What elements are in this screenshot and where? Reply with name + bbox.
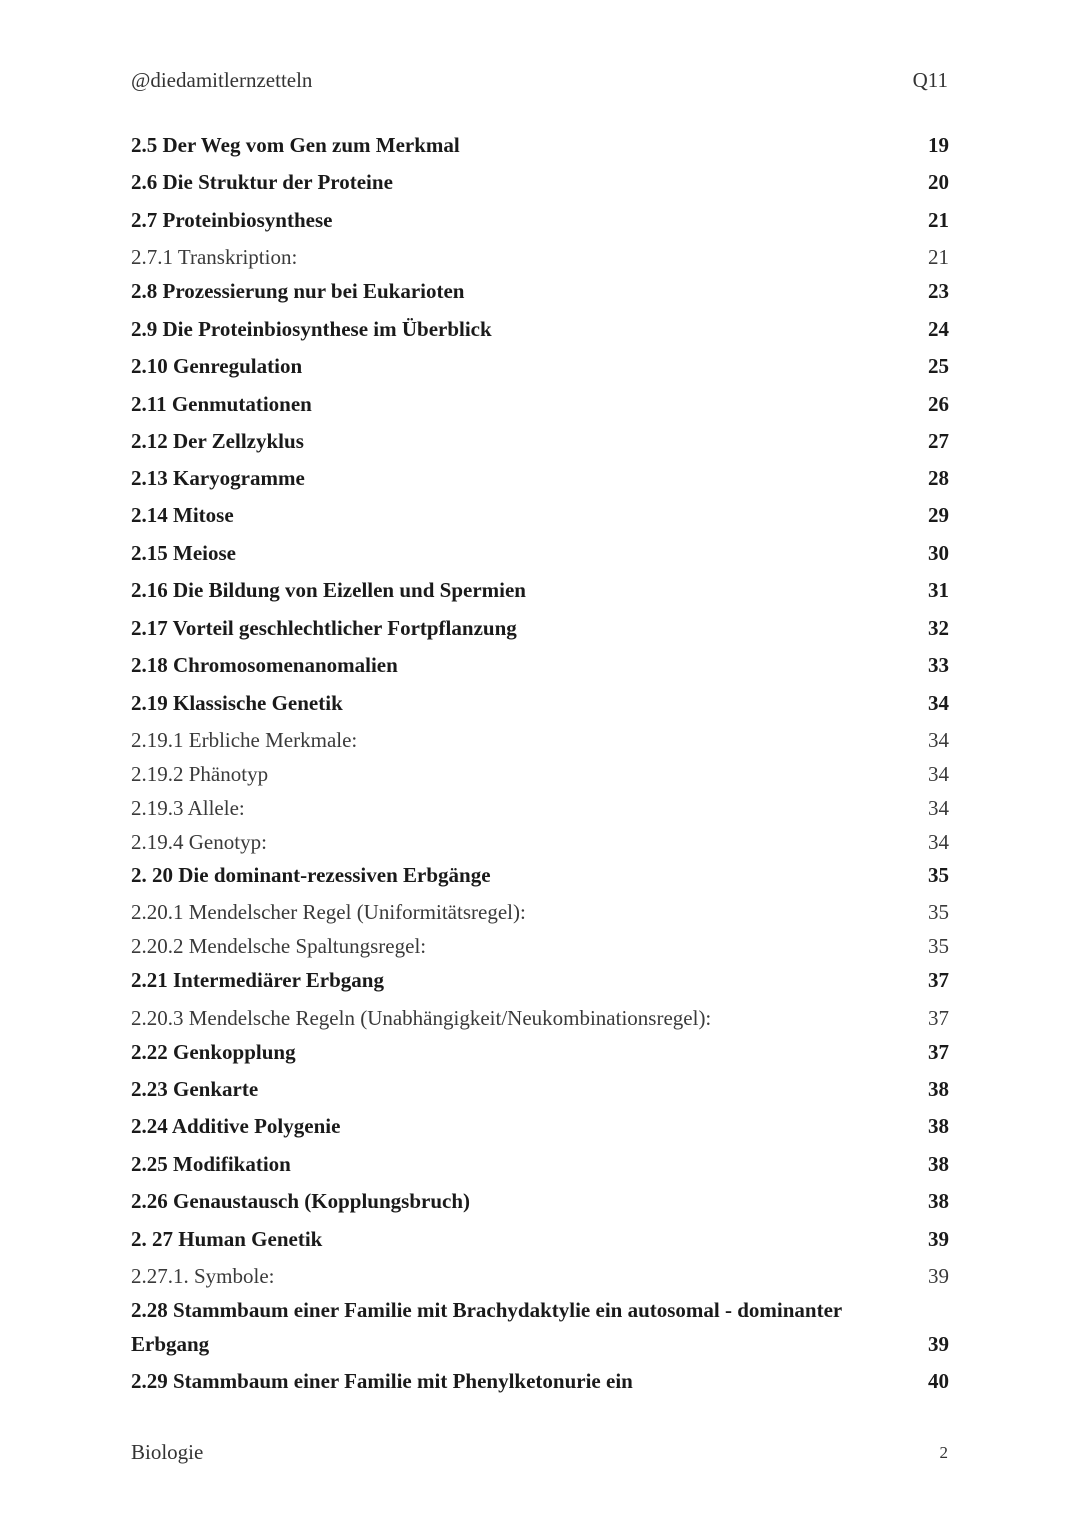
toc-entry-title: 2.26 Genaustausch (Kopplungsbruch)	[131, 1189, 471, 1213]
toc-entry	[131, 830, 949, 860]
footer-subject: Biologie	[131, 1440, 204, 1464]
toc-entry	[131, 503, 949, 533]
toc-entry	[131, 1152, 949, 1182]
toc-entry-page: 37	[928, 1006, 949, 1030]
toc-entry	[131, 245, 949, 275]
toc-entry-page: 37	[928, 1040, 949, 1064]
toc-entry-title: 2.9 Die Proteinbiosynthese im Überblick	[131, 317, 492, 341]
toc-entry	[131, 429, 949, 459]
toc-entry-page: 28	[928, 466, 949, 490]
toc-entry-page: 35	[928, 900, 949, 924]
toc-entry	[131, 762, 949, 792]
toc-entry	[131, 279, 949, 309]
toc-entry	[131, 578, 949, 608]
toc-entry-title: 2.20.3 Mendelsche Regeln (Unabhängigkeit/Neukombinationsregel):	[131, 1006, 712, 1030]
toc-entry-title: 2.11 Genmutationen	[131, 392, 312, 416]
toc-entry-title: 2.19.4 Genotyp:	[131, 830, 267, 854]
toc-entry-page: 38	[928, 1189, 949, 1213]
toc-entry	[131, 392, 949, 422]
toc-entry	[131, 900, 949, 930]
toc-entry	[131, 354, 949, 384]
toc-entry-page: 19	[928, 133, 949, 157]
toc-entry-title: 2.20.1 Mendelscher Regel (Uniformitätsregel):	[131, 900, 526, 924]
toc-entry-page: 26	[928, 392, 949, 416]
toc-entry-page: 32	[928, 616, 949, 640]
toc-entry-title: 2.19 Klassische Genetik	[131, 691, 343, 715]
toc-entry-title: 2.10 Genregulation	[131, 354, 303, 378]
toc-entry	[131, 1369, 949, 1399]
toc-entry	[131, 1006, 949, 1036]
toc-entry	[131, 616, 949, 646]
toc-entry	[131, 968, 949, 998]
toc-entry-page: 34	[928, 830, 949, 854]
toc-entry-page: 40	[928, 1369, 949, 1393]
toc-entry-page: 33	[928, 653, 949, 677]
toc-entry-page: 35	[928, 863, 949, 887]
toc-entry	[131, 1040, 949, 1070]
toc-entry-title: 2.17 Vorteil geschlechtlicher Fortpflanzung	[131, 616, 517, 640]
toc-entry	[131, 728, 949, 758]
toc-entry-title: 2.24 Additive Polygenie	[131, 1114, 341, 1138]
toc-entry-page: 21	[928, 208, 949, 232]
toc-entry	[131, 1189, 949, 1219]
toc-entry-page: 34	[928, 691, 949, 715]
toc-entry-title: 2.7.1 Transkription:	[131, 245, 298, 269]
toc-entry-title: 2.13 Karyogramme	[131, 466, 305, 490]
toc-entry	[131, 863, 949, 893]
toc-entry	[131, 796, 949, 826]
toc-entry-title: 2.18 Chromosomenanomalien	[131, 653, 398, 677]
toc-entry-title: 2.19.3 Allele:	[131, 796, 245, 820]
toc-entry-title: 2.19.2 Phänotyp	[131, 762, 269, 786]
toc-entry-title: 2.22 Genkopplung	[131, 1040, 296, 1064]
toc-entry-title: 2.14 Mitose	[131, 503, 234, 527]
toc-entry	[131, 133, 949, 163]
toc-entry	[131, 1264, 949, 1294]
toc-entry-page: 37	[928, 968, 949, 992]
toc-entry-page: 38	[928, 1077, 949, 1101]
toc-entry-page: 29	[928, 503, 949, 527]
toc-entry-title: 2.6 Die Struktur der Proteine	[131, 170, 393, 194]
toc-entry	[131, 170, 949, 200]
toc-entry-page: 34	[928, 796, 949, 820]
toc-entry-title: 2.19.1 Erbliche Merkmale:	[131, 728, 358, 752]
toc-entry-page: 27	[928, 429, 949, 453]
toc-entry-page: 39	[928, 1332, 949, 1356]
toc-entry-title: 2.5 Der Weg vom Gen zum Merkmal	[131, 133, 460, 157]
toc-entry-title: 2.8 Prozessierung nur bei Eukarioten	[131, 279, 465, 303]
toc-entry-title: 2.21 Intermediärer Erbgang	[131, 968, 384, 992]
toc-entry-page: 34	[928, 728, 949, 752]
toc-entry	[131, 466, 949, 496]
toc-entry	[131, 541, 949, 571]
toc-entry-page: 21	[928, 245, 949, 269]
toc-entry-page: 31	[928, 578, 949, 602]
toc-entry-title-continued: Erbgang	[131, 1332, 210, 1356]
toc-entry-page: 25	[928, 354, 949, 378]
toc-entry-page: 30	[928, 541, 949, 565]
toc-entry	[131, 1114, 949, 1144]
toc-entry-page: 38	[928, 1114, 949, 1138]
toc-entry	[131, 934, 949, 964]
toc-entry-title: 2.25 Modifikation	[131, 1152, 291, 1176]
toc-entry	[131, 691, 949, 721]
toc-entry-title: 2.16 Die Bildung von Eizellen und Spermien	[131, 578, 526, 602]
toc-entry-page: 39	[928, 1264, 949, 1288]
toc-entry-page: 23	[928, 279, 949, 303]
toc-entry-title: 2.23 Genkarte	[131, 1077, 259, 1101]
toc-entry	[131, 1298, 949, 1356]
toc-entry-page: 20	[928, 170, 949, 194]
toc-entry	[131, 653, 949, 683]
page-number: 2	[939, 1443, 948, 1462]
toc-entry-title: 2.27.1. Symbole:	[131, 1264, 275, 1288]
header-grade: Q11	[912, 68, 948, 92]
toc-entry-title: 2.12 Der Zellzyklus	[131, 429, 304, 453]
toc-entry-page: 38	[928, 1152, 949, 1176]
toc-entry	[131, 317, 949, 347]
toc-entry	[131, 1227, 949, 1257]
toc-entry-title: 2.20.2 Mendelsche Spaltungsregel:	[131, 934, 427, 958]
toc-entry-page: 34	[928, 762, 949, 786]
header-author: @diedamitlernzetteln	[131, 68, 313, 92]
toc-entry-page: 35	[928, 934, 949, 958]
toc-entry	[131, 208, 949, 238]
toc-entry-page: 24	[928, 317, 949, 341]
toc-entry	[131, 1077, 949, 1107]
toc-entry-title: 2.28 Stammbaum einer Familie mit Brachydaktylie ein autosomal - dominanter	[131, 1298, 843, 1322]
toc-entry-title: 2.7 Proteinbiosynthese	[131, 208, 333, 232]
toc-entry-title: 2.29 Stammbaum einer Familie mit Phenylketonurie ein	[131, 1369, 633, 1393]
toc-entry-page: 39	[928, 1227, 949, 1251]
toc-entry-title: 2.15 Meiose	[131, 541, 236, 565]
toc-entry-title: 2. 20 Die dominant-rezessiven Erbgänge	[131, 863, 491, 887]
toc-entry-title: 2. 27 Human Genetik	[131, 1227, 323, 1251]
